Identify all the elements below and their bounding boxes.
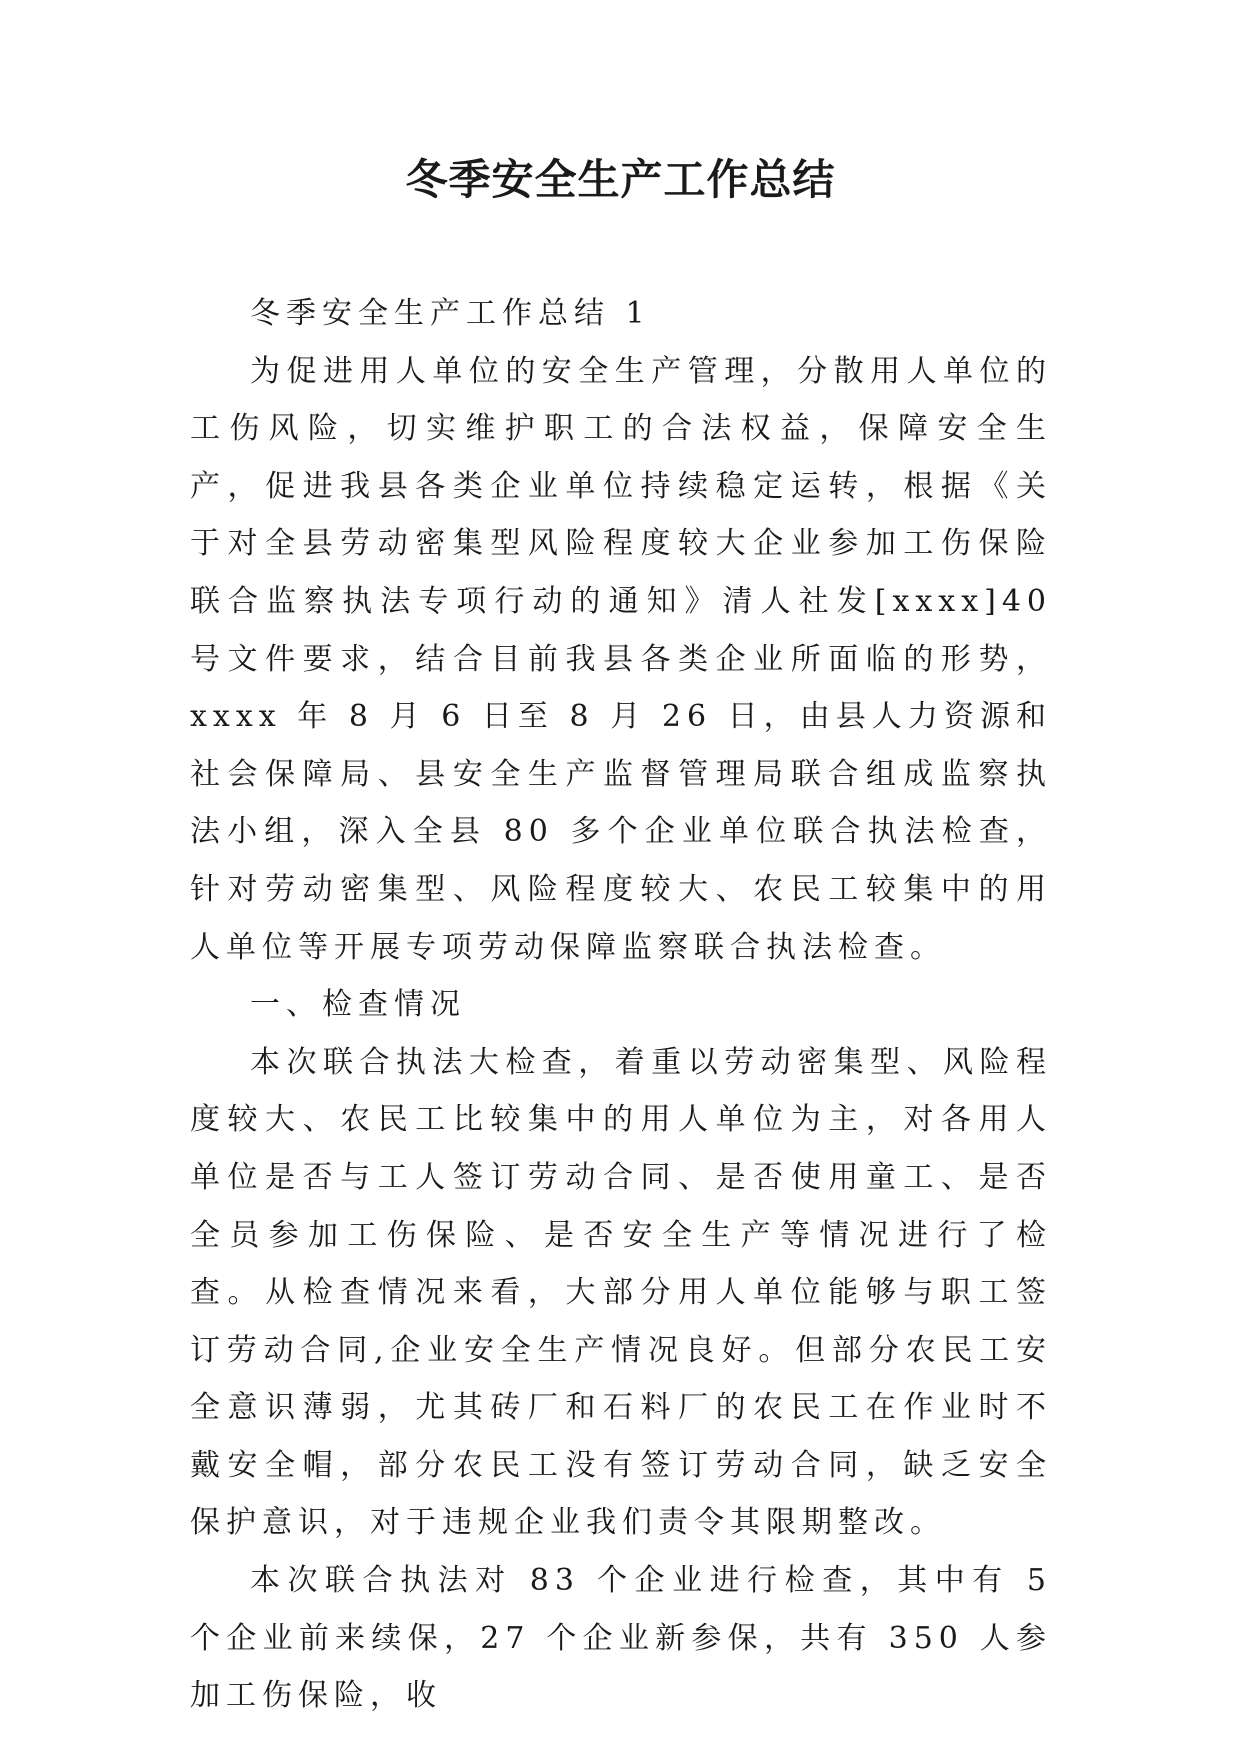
document-title: 冬季安全生产工作总结: [405, 155, 836, 204]
paragraph-results: 本次联合执法对 83 个企业进行检查，其中有 5 个企业前来续保，27 个企业新参保，共有 350 人参加工伤保险，收: [190, 1563, 1052, 1714]
paragraph-intro: 为促进用人单位的安全生产管理，分散用人单位的工伤风险，切实维护职工的合法权益，保障安全生产，促进我县各类企业单位持续稳定运转，根据《关于对全县劳动密集型风险程度较大企业参加工伤保险联合监察执法专项行动的通知》清人社发[xxxx]40 号文件要求，结合目前我县各类企业所面临的形势，xxxx 年 8 月 6 日至 8 月 26 日，由县人力资源和社会保障局、县安全生产监督管理局联合组成监察执法小组，深入全县 80 多个企业单位联合执法检查，针对劳动密集型、风险程度较大、农民工较集中的用人单位等开展专项劳动保障监察联合执法检查。: [190, 353, 1052, 965]
document-body: [190, 285, 1052, 1725]
section-heading-inspection: 一、检查情况: [250, 987, 466, 1023]
section-subtitle: 冬季安全生产工作总结 1: [250, 296, 651, 331]
paragraph-inspection: 本次联合执法大检查，着重以劳动密集型、风险程度较大、农民工比较集中的用人单位为主，对各用人单位是否与工人签订劳动合同、是否使用童工、是否全员参加工伤保险、是否安全生产等情况进行了检查。从检查情况来看，大部分用人单位能够与职工签订劳动合同,企业安全生产情况良好。但部分农民工安全意识薄弱，尤其砖厂和石料厂的农民工在作业时不戴安全帽，部分农民工没有签订劳动合同，缺乏安全保护意识，对于违规企业我们责令其限期整改。: [190, 1044, 1052, 1541]
